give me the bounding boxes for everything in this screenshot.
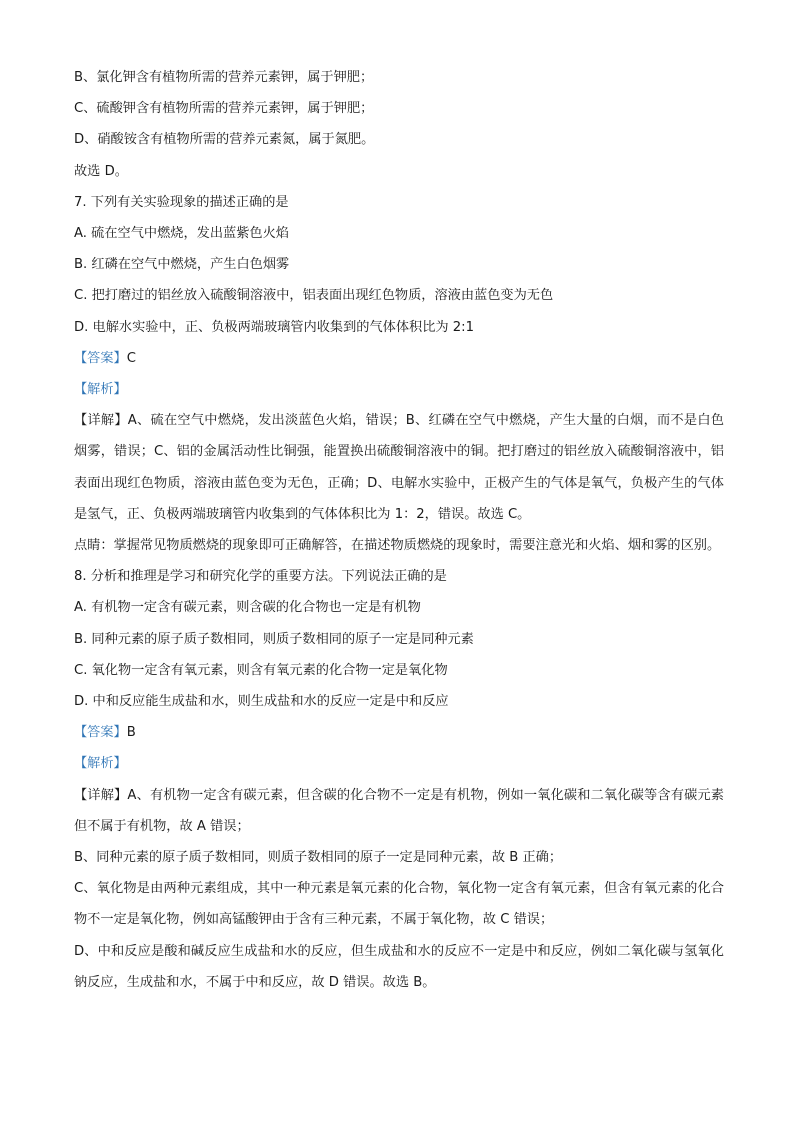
- q8-detail-b: B、同种元素的原子质子数相同，则质子数相同的原子一定是同种元素，故 B 正确；: [74, 850, 563, 866]
- q7-tip: 点睛：掌握常见物质燃烧的现象即可正确解答，在描述物质燃烧的现象时，需要注意光和火焰、烟和雾的区别。: [74, 538, 721, 554]
- q8-analysis-label: 【解析】: [74, 756, 127, 772]
- q7-stem: 7. 下列有关实验现象的描述正确的是: [74, 194, 289, 210]
- q8-option-a: A. 有机物一定含有碳元素，则含碳的化合物也一定是有机物: [74, 600, 421, 616]
- q7-option-d: D. 电解水实验中，正、负极两端玻璃管内收集到的气体体积比为 2:1: [74, 319, 475, 335]
- q8-answer-label: 【答案】: [74, 725, 127, 741]
- q8-detail-d: D、中和反应是酸和碱反应生成盐和水的反应，但生成盐和水的反应不一定是中和反应，例如二氧化碳与氢氧化钠反应，生成盐和水，不属于中和反应，故 D 错误。故选 B。: [74, 943, 724, 990]
- q7-answer-label: 【答案】: [74, 350, 127, 366]
- q8-option-d: D. 中和反应能生成盐和水，则生成盐和水的反应一定是中和反应: [74, 694, 449, 710]
- q8-option-c: C. 氧化物一定含有氧元素，则含有氧元素的化合物一定是氧化物: [74, 662, 448, 678]
- document-page: [74, 62, 724, 998]
- q6-option-b-explanation: B、氯化钾含有植物所需的营养元素钾，属于钾肥；: [74, 70, 374, 85]
- q8-analysis-heading: [74, 748, 724, 779]
- q6-option-d-explanation: D、硝酸铵含有植物所需的营养元素氮，属于氮肥。: [74, 132, 375, 148]
- q7-analysis-heading: [74, 374, 724, 405]
- q8-answer-value: B: [126, 725, 136, 741]
- q8-stem: 8. 分析和推理是学习和研究化学的重要方法。下列说法正确的是: [74, 569, 447, 585]
- q8-detail-c: C、氧化物是由两种元素组成，其中一种元素是氧元素的化合物，氧化物一定含有氧元素，但含有氧元素的化合物不一定是氧化物，例如高锰酸钾由于含有三种元素，不属于氧化物，故 C 错误；: [74, 881, 724, 928]
- q7-option-c: C. 把打磨过的铝丝放入硫酸铜溶液中，铝表面出现红色物质，溶液由蓝色变为无色: [74, 288, 554, 304]
- q7-detail-text: A、硫在空气中燃烧，发出淡蓝色火焰，错误；B、红磷在空气中燃烧，产生大量的白烟，而不是白色烟雾，错误；C、铝的金属活动性比铜强，能置换出硫酸铜溶液中的铜。把打磨过的铝丝放入硫酸铜溶液中，铝表面出现红色物质，溶液由蓝色变为无色，正确；D、电解水实验中，正极产生的气体是氧气，负极产生的气体是氢气，正、负极两端玻璃管内收集到的气体体积比为 1：2，错误。故选 C。: [74, 413, 724, 522]
- q8-answer: [74, 717, 724, 748]
- q8-option-b: B. 同种元素的原子质子数相同，则质子数相同的原子一定是同种元素: [74, 631, 474, 647]
- q7-option-b: B. 红磷在空气中燃烧，产生白色烟雾: [74, 257, 290, 273]
- q6-choice: 故选 D。: [74, 163, 128, 179]
- q7-detail: [74, 405, 724, 530]
- q7-answer-value: C: [126, 350, 136, 366]
- q8-detail-label: 【详解】: [74, 787, 128, 803]
- q6-option-c-explanation: C、硫酸钾含有植物所需的营养元素钾，属于钾肥；: [74, 101, 374, 117]
- q8-detail-a: [74, 780, 724, 842]
- q7-answer: [74, 343, 724, 374]
- q7-option-a: A. 硫在空气中燃烧，发出蓝紫色火焰: [74, 226, 289, 242]
- q7-analysis-label: 【解析】: [74, 382, 127, 398]
- q7-detail-label: 【详解】: [74, 413, 128, 429]
- q8-detail-a-text: A、有机物一定含有碳元素，但含碳的化合物不一定是有机物，例如一氧化碳和二氧化碳等含有碳元素但不属于有机物，故 A 错误；: [74, 787, 724, 834]
